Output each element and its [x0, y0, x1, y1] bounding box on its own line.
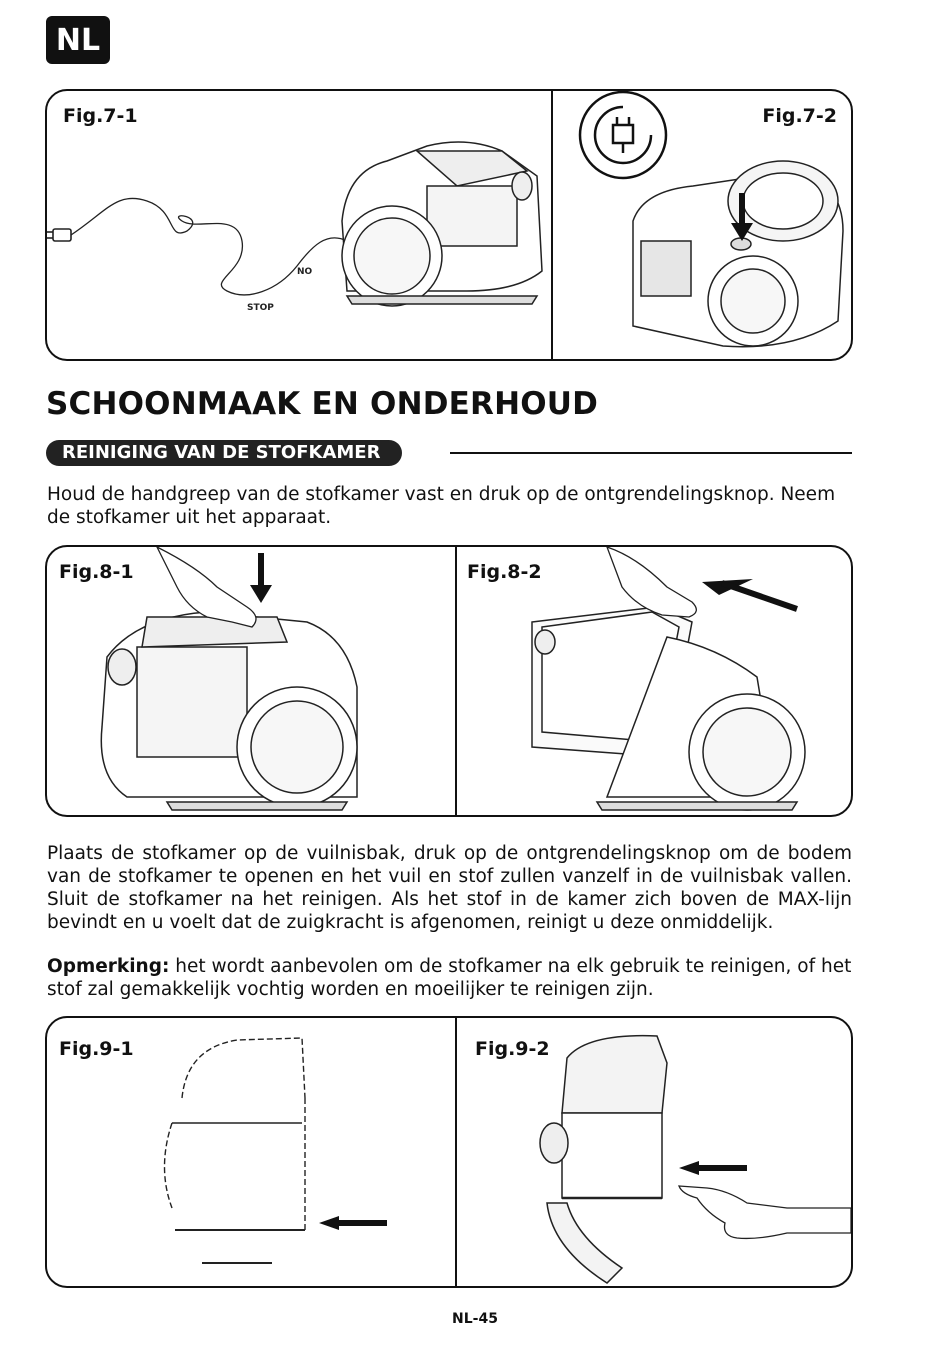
vacuum-cleaner-chamber-removed — [532, 607, 805, 810]
fig-8-1-label: Fig.8-1 — [59, 561, 134, 583]
note-paragraph — [47, 955, 852, 1001]
max-line-marker — [175, 1230, 305, 1263]
figure-panel-7 — [45, 89, 853, 361]
subsection-heading: REINIGING VAN DE STOFKAMER — [46, 440, 402, 466]
fig-7-2-label: Fig.7-2 — [762, 105, 837, 127]
pointing-hand-icon — [679, 1186, 851, 1238]
fig-9-1-illustration — [47, 1018, 455, 1286]
fig-9-1-label: Fig.9-1 — [59, 1038, 134, 1060]
power-cord — [71, 198, 347, 294]
fig-9-2-illustration — [457, 1018, 851, 1286]
stop-label: STOP — [247, 303, 274, 313]
fig-7-2-illustration — [553, 91, 851, 359]
fig-7-1-illustration — [47, 91, 551, 359]
figure-panel-8 — [45, 545, 853, 817]
language-badge: NL — [46, 16, 110, 64]
max-arrow-icon — [319, 1216, 387, 1230]
vacuum-cleaner-top-view — [633, 161, 843, 347]
subsection-rule — [450, 452, 852, 454]
fig-8-1-illustration — [47, 547, 455, 815]
dust-chamber-open — [540, 1036, 667, 1283]
hand-icon — [157, 547, 256, 627]
plug-icon — [580, 92, 666, 178]
page-number: NL-45 — [452, 1311, 498, 1327]
vacuum-cleaner-side-view — [342, 142, 542, 306]
fig-8-2-label: Fig.8-2 — [467, 561, 542, 583]
fig-7-1-label: Fig.7-1 — [63, 105, 138, 127]
no-label: NO — [297, 267, 313, 277]
fig-9-2-label: Fig.9-2 — [475, 1038, 550, 1060]
intro-paragraph: Houd de handgreep van de stofkamer vast en druk op de ontgrendelingsknop. Neem de stofkamer uit het apparaat. — [47, 484, 836, 528]
figure-panel-9 — [45, 1016, 853, 1288]
body-paragraph: Plaats de stofkamer op de vuilnisbak, druk op de ontgrendelingsknop om de bodem van de stofkamer te openen en het vuil en stof zullen vanzelf in de vuilnisbak vallen. Sluit de stofkamer na het reinigen. Als het stof in de kamer zich boven de MAX-lijn bevindt en u voelt dat de zuigkracht is afgenomen, reinigt u deze onmiddelijk. — [47, 843, 852, 933]
release-arrow-icon — [679, 1161, 747, 1175]
fig-8-2-illustration — [457, 547, 851, 815]
note-label: Opmerking: — [47, 956, 170, 977]
dust-chamber-outline — [165, 1038, 306, 1233]
section-title: SCHOONMAAK EN ONDERHOUD — [46, 386, 599, 422]
hand-icon — [607, 547, 696, 617]
power-plug-icon — [47, 229, 71, 241]
note-text: het wordt aanbevolen om de stofkamer na elk gebruik te reinigen, of het stof zal gemakkelijk vochtig worden en moeilijker te reinigen zijn. — [47, 956, 852, 1000]
pull-arrow-icon — [702, 579, 797, 609]
vacuum-cleaner-with-hand — [101, 612, 357, 810]
press-arrow-icon — [250, 553, 272, 603]
